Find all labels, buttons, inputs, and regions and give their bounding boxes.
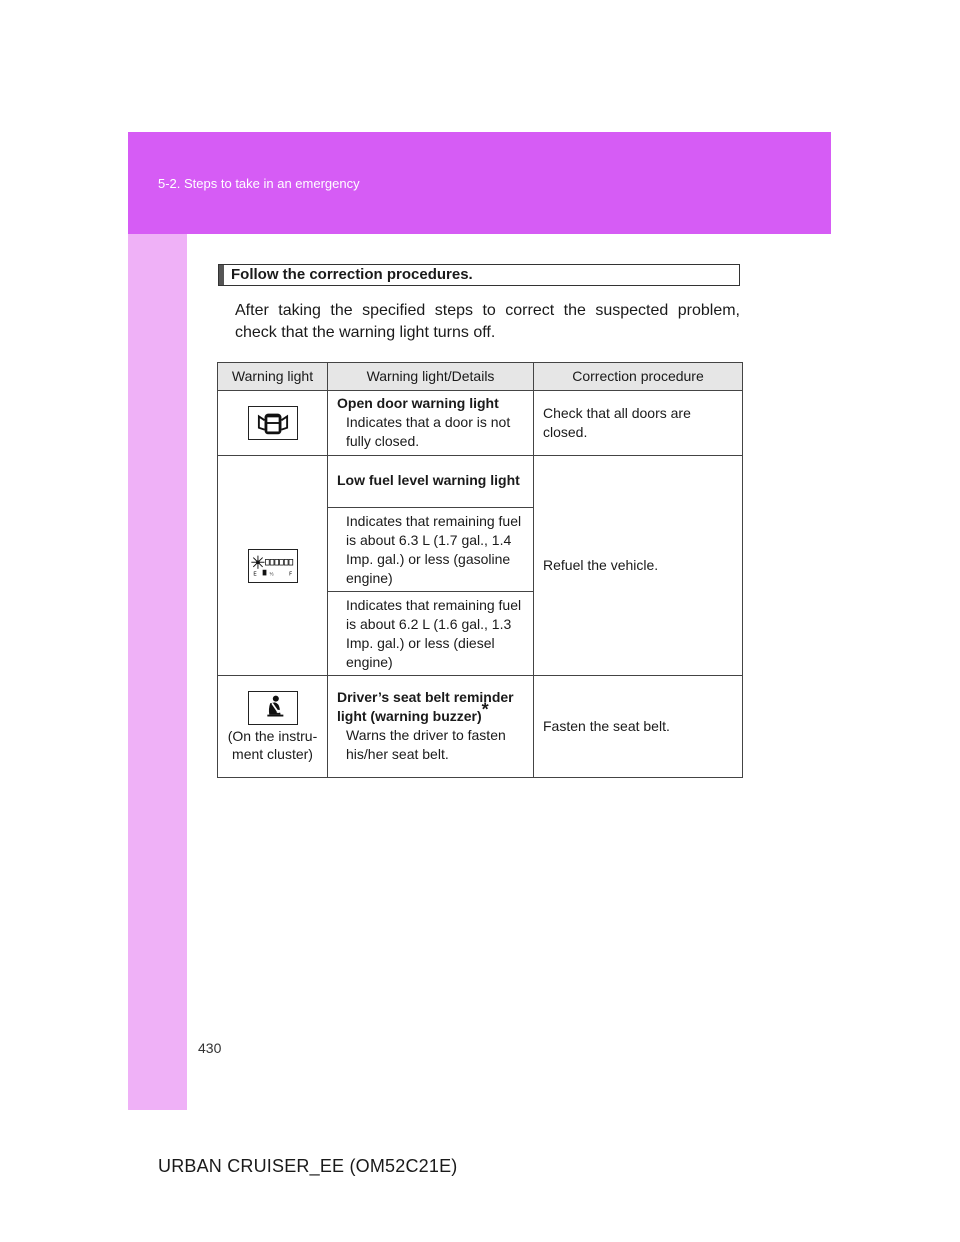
intro-paragraph: After taking the specified steps to correct the suspected problem, check that the warning light turns off. <box>235 302 740 341</box>
seatbelt-details <box>328 676 534 778</box>
table-header-row <box>218 363 743 391</box>
table-row-open-door <box>218 391 743 456</box>
page-number: 430 <box>198 1040 222 1056</box>
open-door-details <box>328 391 534 456</box>
seatbelt-correction: Fasten the seat belt. <box>534 676 743 778</box>
open-door-icon <box>248 406 298 440</box>
open-door-title: Open door warning light <box>337 394 499 411</box>
low-fuel-correction: Refuel the vehicle. <box>534 456 743 676</box>
low-fuel-gasoline-detail: Indicates that remaining fuel is about 6.3 L (1.7 gal., 1.4 Imp. gal.) or less (gasoline engine) <box>328 508 534 592</box>
footnote-star: * <box>481 698 489 719</box>
svg-text:½: ½ <box>268 571 274 577</box>
column-header-warning-light: Warning light <box>218 363 328 391</box>
low-fuel-icon <box>248 549 298 583</box>
section-heading: Follow the correction procedures. <box>218 264 740 286</box>
seatbelt-icon <box>248 691 298 725</box>
warning-table <box>217 362 743 778</box>
manual-footer: URBAN CRUISER_EE (OM52C21E) <box>158 1156 458 1176</box>
seatbelt-title-text: Driver’s seat belt reminder light (warning buzzer) <box>337 688 514 724</box>
open-door-desc: Indicates that a door is not fully closed. <box>346 413 511 449</box>
section-breadcrumb: 5-2. Steps to take in an emergency <box>158 176 360 191</box>
low-fuel-title-cell <box>328 456 534 508</box>
low-fuel-diesel-detail: Indicates that remaining fuel is about 6.2 L (1.6 gal., 1.3 Imp. gal.) or less (diesel engine) <box>328 592 534 676</box>
seatbelt-icon-cell <box>218 676 328 778</box>
column-header-details: Warning light/Details <box>328 363 534 391</box>
low-fuel-title: Low fuel level warning light <box>337 472 520 488</box>
table-row-seatbelt <box>218 676 743 778</box>
low-fuel-icon-cell <box>218 456 328 676</box>
seatbelt-title <box>337 688 525 726</box>
open-door-correction: Check that all doors are closed. <box>534 391 743 456</box>
svg-text:F: F <box>288 570 292 577</box>
column-header-correction: Correction procedure <box>534 363 743 391</box>
open-door-icon-cell <box>218 391 328 456</box>
seatbelt-desc: Warns the driver to fasten his/her seat belt. <box>346 726 506 762</box>
table-row-low-fuel <box>218 456 743 508</box>
svg-text:E: E <box>252 570 257 577</box>
side-band <box>128 234 187 1110</box>
seatbelt-icon-note: (On the instru-ment cluster) <box>227 727 318 762</box>
